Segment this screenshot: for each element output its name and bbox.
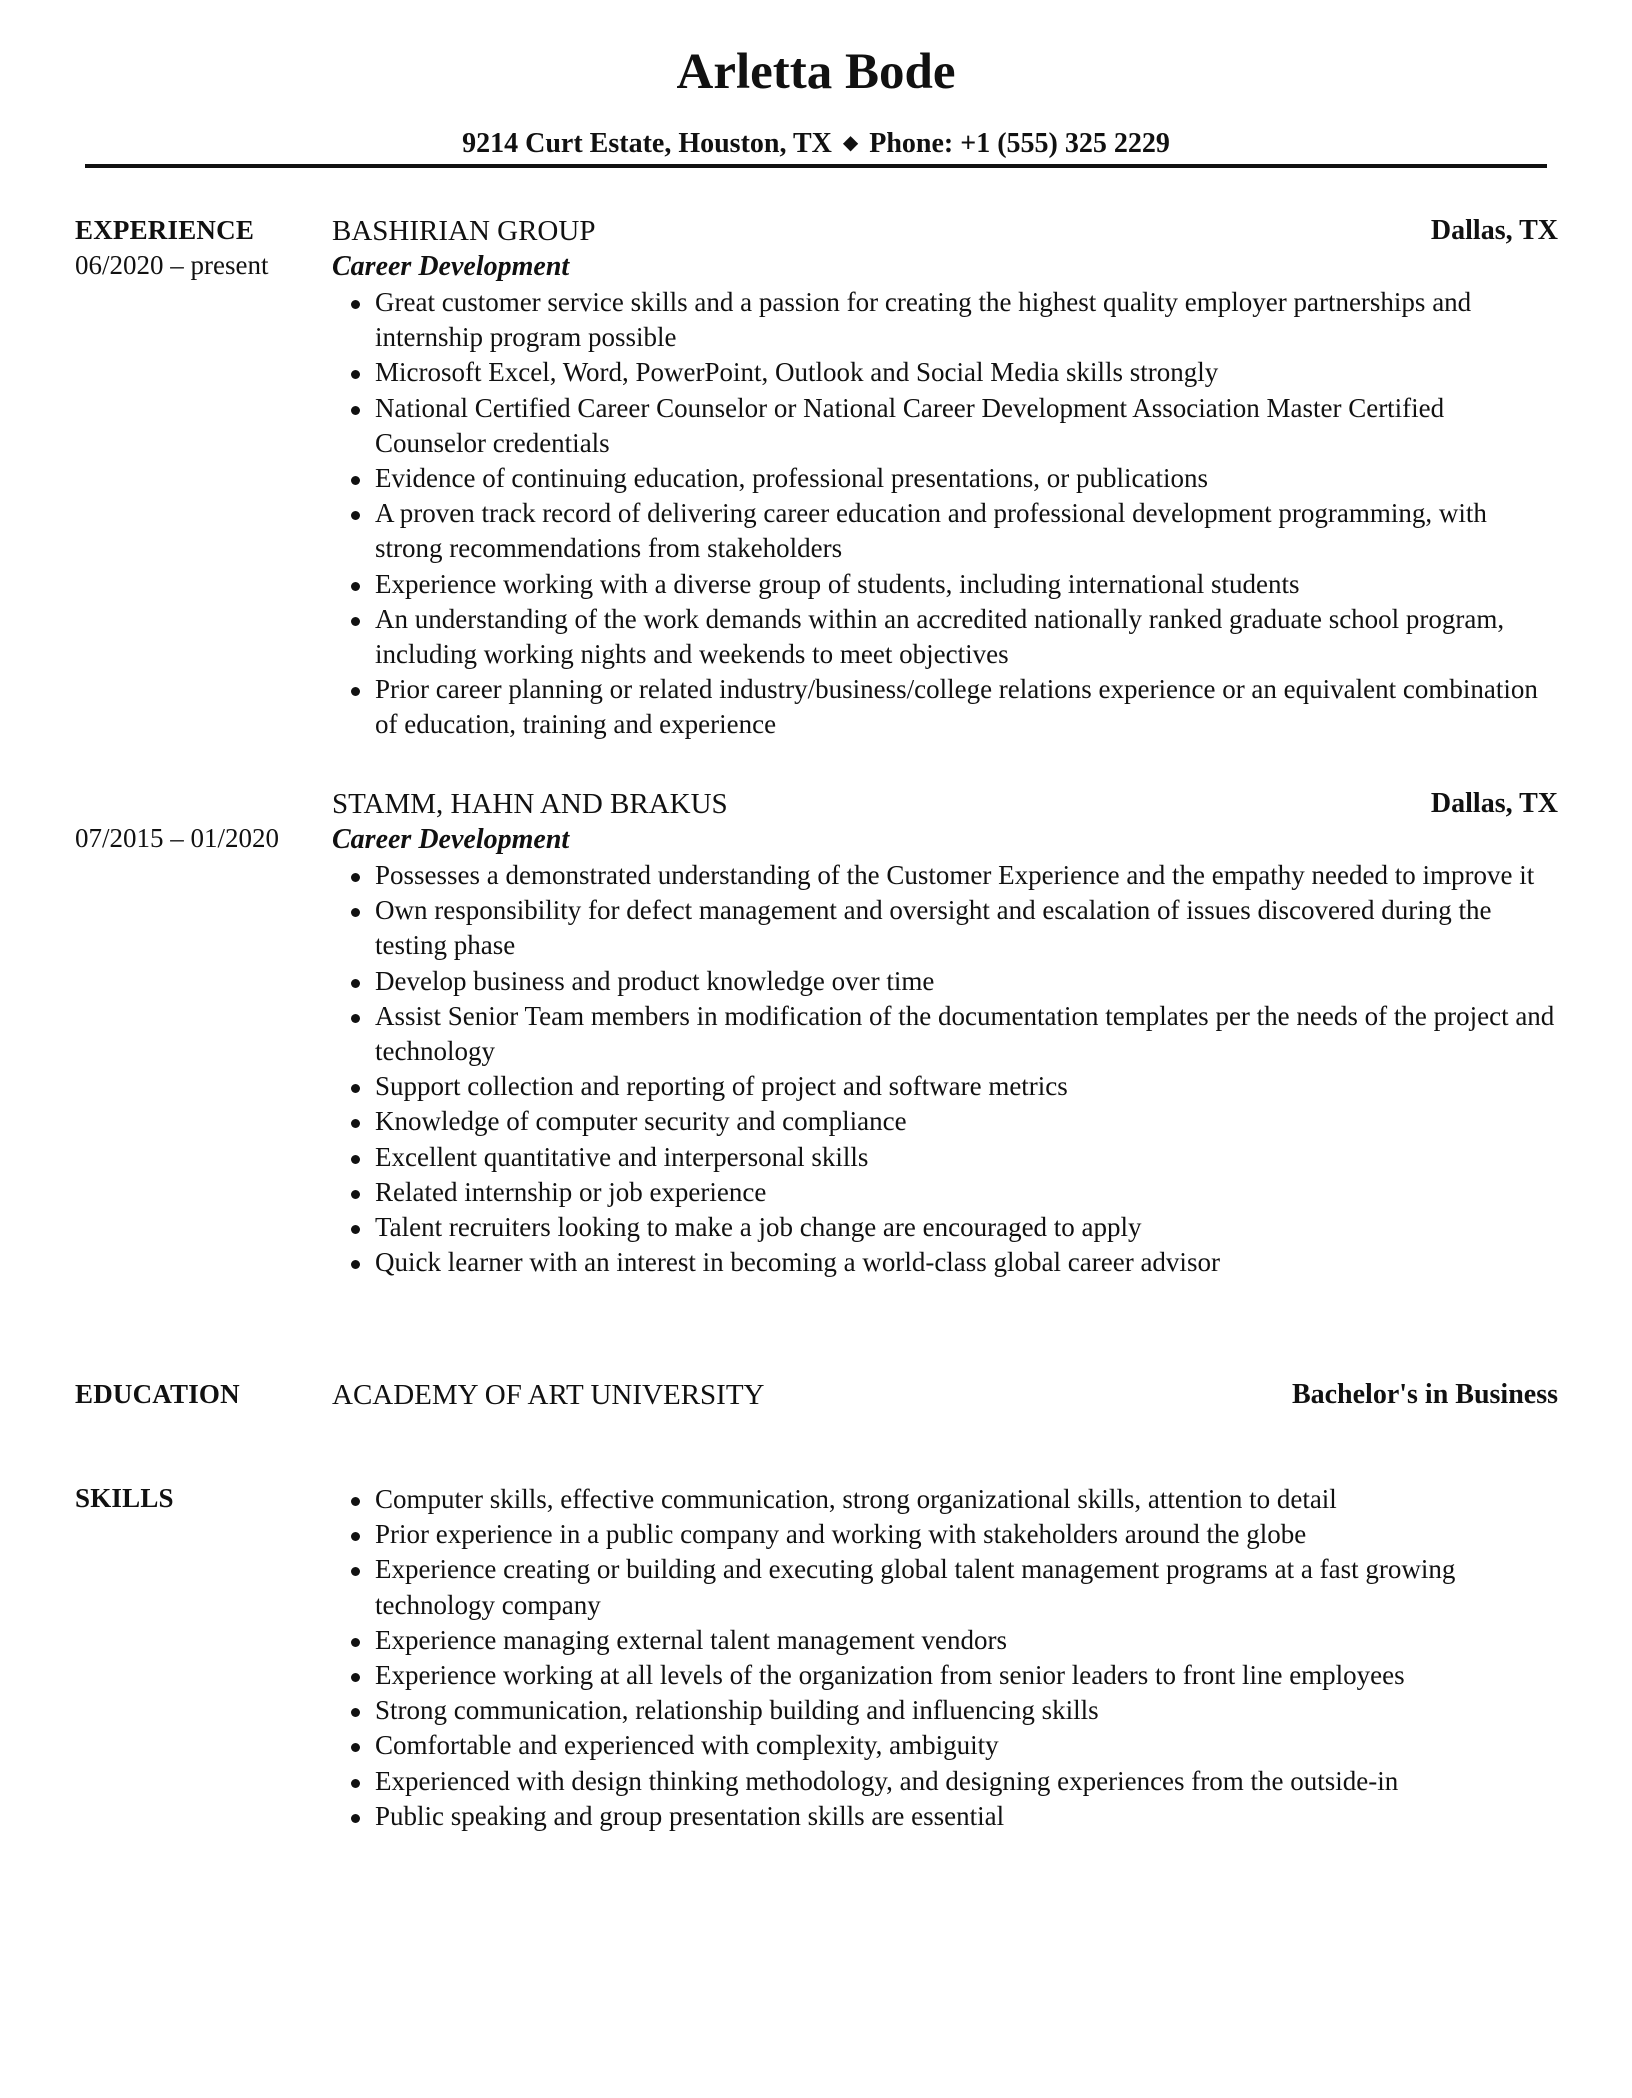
list-item: Assist Senior Team members in modification of the documentation templates per the needs of the project and technology bbox=[332, 999, 1560, 1069]
list-item: A proven track record of delivering career education and professional development programming, with strong recommendations from stakeholders bbox=[332, 496, 1560, 566]
list-item: Excellent quantitative and interpersonal skills bbox=[332, 1140, 1560, 1175]
list-item: Prior career planning or related industry/business/college relations experience or an equivalent combination of education, training and experience bbox=[332, 672, 1560, 742]
list-item: Experience managing external talent management vendors bbox=[332, 1623, 1560, 1658]
skills-section-title: SKILLS bbox=[75, 1483, 174, 1513]
list-item: Quick learner with an interest in becoming a world-class global career advisor bbox=[332, 1245, 1560, 1280]
list-item: Own responsibility for defect management and oversight and escalation of issues discovered during the testing phase bbox=[332, 893, 1560, 963]
list-item: Support collection and reporting of project and software metrics bbox=[332, 1069, 1560, 1104]
company-name: STAMM, HAHN AND BRAKUS bbox=[332, 788, 728, 820]
job-header bbox=[332, 786, 1558, 822]
job-role: Career Development bbox=[332, 824, 570, 855]
job-location: Dallas, TX bbox=[1430, 215, 1558, 246]
header-divider bbox=[85, 164, 1547, 168]
list-item: Experience working with a diverse group of students, including international students bbox=[332, 567, 1560, 602]
list-item: Comfortable and experienced with complexity, ambiguity bbox=[332, 1728, 1560, 1763]
education-header bbox=[332, 1377, 1558, 1413]
job-dates: 07/2015 – 01/2020 bbox=[75, 823, 280, 853]
diamond-separator-icon: ◆ bbox=[842, 132, 859, 154]
job-bullets bbox=[332, 285, 1560, 743]
list-item: An understanding of the work demands within an accredited nationally ranked graduate school program, including working nights and weekends to meet objectives bbox=[332, 602, 1560, 672]
address: 9214 Curt Estate, Houston, TX bbox=[462, 128, 832, 159]
list-item: Related internship or job experience bbox=[332, 1175, 1560, 1210]
list-item: Public speaking and group presentation skills are essential bbox=[332, 1799, 1560, 1834]
experience-section-title: EXPERIENCE bbox=[75, 215, 255, 245]
list-item: Experienced with design thinking methodology, and designing experiences from the outside-in bbox=[332, 1764, 1560, 1799]
phone: Phone: +1 (555) 325 2229 bbox=[869, 128, 1170, 159]
job-header bbox=[332, 213, 1558, 249]
school-name: ACADEMY OF ART UNIVERSITY bbox=[332, 1379, 765, 1411]
list-item: Possesses a demonstrated understanding of the Customer Experience and the empathy needed to improve it bbox=[332, 858, 1560, 893]
contact-line bbox=[0, 123, 1632, 164]
list-item: Strong communication, relationship building and influencing skills bbox=[332, 1693, 1560, 1728]
list-item: National Certified Career Counselor or National Career Development Association Master Certified Counselor credentials bbox=[332, 391, 1560, 461]
list-item: Evidence of continuing education, professional presentations, or publications bbox=[332, 461, 1560, 496]
list-item: Computer skills, effective communication, strong organizational skills, attention to detail bbox=[332, 1482, 1560, 1517]
job-role: Career Development bbox=[332, 251, 570, 282]
job-dates: 06/2020 – present bbox=[75, 250, 269, 280]
skills-list bbox=[332, 1482, 1560, 1834]
education-section-title: EDUCATION bbox=[75, 1379, 240, 1409]
list-item: Develop business and product knowledge over time bbox=[332, 964, 1560, 999]
job-location: Dallas, TX bbox=[1430, 788, 1558, 819]
list-item: Experience creating or building and executing global talent management programs at a fast growing technology company bbox=[332, 1552, 1560, 1622]
list-item: Prior experience in a public company and working with stakeholders around the globe bbox=[332, 1517, 1560, 1552]
list-item: Great customer service skills and a passion for creating the highest quality employer partnerships and internship program possible bbox=[332, 285, 1560, 355]
candidate-name: Arletta Bode bbox=[676, 44, 956, 100]
job-bullets bbox=[332, 858, 1560, 1280]
list-item: Talent recruiters looking to make a job change are encouraged to apply bbox=[332, 1210, 1560, 1245]
company-name: BASHIRIAN GROUP bbox=[332, 215, 596, 247]
list-item: Experience working at all levels of the organization from senior leaders to front line employees bbox=[332, 1658, 1560, 1693]
degree: Bachelor's in Business bbox=[1291, 1379, 1558, 1410]
list-item: Microsoft Excel, Word, PowerPoint, Outlook and Social Media skills strongly bbox=[332, 355, 1560, 390]
list-item: Knowledge of computer security and compliance bbox=[332, 1104, 1560, 1139]
